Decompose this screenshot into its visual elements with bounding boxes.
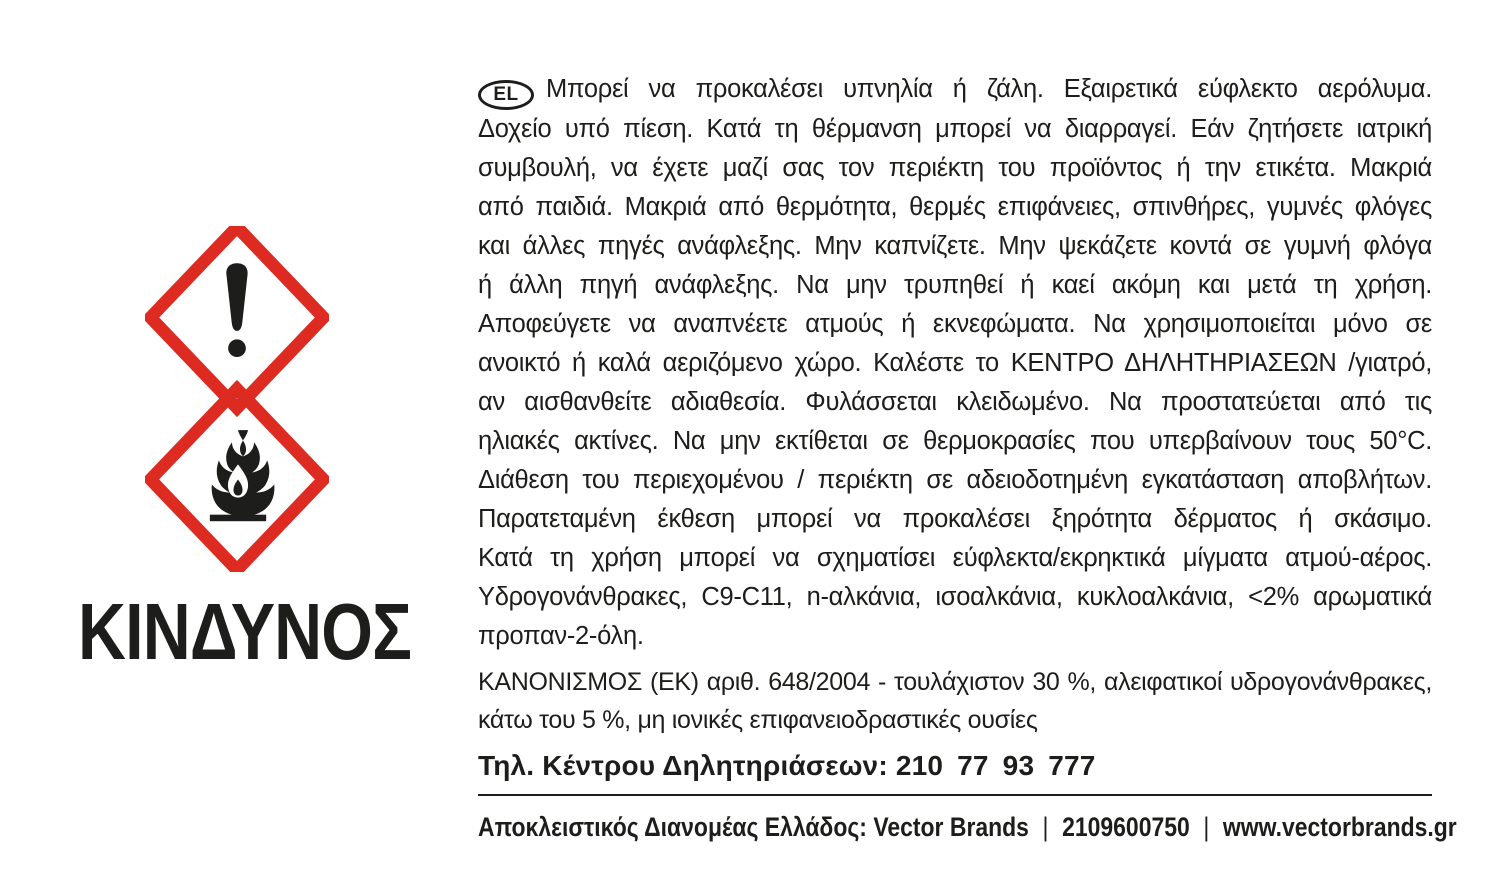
hazard-statement-line: Κατά τη χρήση μπορεί να σχηματίσει εύφλεκτα/εκρηκτικά μίγματα ατμού-αέρος.	[478, 544, 1432, 572]
ghs-pictograms-graphic	[145, 226, 329, 572]
distributor-website: www.vectorbrands.gr	[1222, 812, 1457, 842]
language-code: EL	[493, 84, 519, 105]
hazard-statement-line: αν αισθανθείτε αδιαθεσία. Φυλάσσεται κλειδωμένο. Να προστατεύεται από τις	[478, 388, 1432, 416]
regulation-statement	[478, 663, 1432, 739]
distributor-phone: 2109600750	[1062, 812, 1190, 842]
distributor-label: Αποκλειστικός Διανομέας Ελλάδος:	[478, 812, 867, 842]
footer-divider	[478, 794, 1432, 796]
regulation-line: ΚΑΝΟΝΙΣΜΟΣ (ΕΚ) αριθ. 648/2004 - τουλάχιστον 30 %, αλειφατικοί υδρογονάνθρακες,	[478, 668, 1432, 696]
language-badge	[478, 80, 534, 110]
signal-word: ΚΙΝΔΥΝΟΣ	[78, 587, 412, 676]
hazard-statement-line: από παιδιά. Μακριά από θερμότητα, θερμές επιφάνειες, σπινθήρες, γυμνές φλόγες	[478, 193, 1432, 221]
hazard-statement-line	[478, 70, 1432, 110]
poison-center-phone: 210 77 93 777	[895, 750, 1096, 781]
hazard-statement-line: ηλιακές ακτίνες. Να μην εκτίθεται σε θερμοκρασίες που υπερβαίνουν τους 50°C.	[478, 427, 1432, 455]
distributor-name: Vector Brands	[873, 812, 1029, 842]
hazard-statement-line: ανοικτό ή καλά αεριζόμενο χώρο. Καλέστε το ΚΕΝΤΡΟ ΔΗΛΗΤΗΡΙΑΣΕΩΝ /γιατρό,	[478, 349, 1432, 377]
separator-bar: |	[1203, 812, 1210, 842]
hazard-statement-line: συμβουλή, να έχετε μαζί σας τον περιέκτη του προϊόντος ή την ετικέτα. Μακριά	[478, 154, 1432, 182]
hazard-statement-line: προπαν-2-όλη.	[478, 622, 644, 650]
hazard-statement-line: Παρατεταμένη έκθεση μπορεί να προκαλέσει ξηρότητα δέρματος ή σκάσιμο.	[478, 505, 1432, 533]
hazard-statement-line: ή άλλη πηγή ανάφλεξης. Να μην τρυπηθεί ή καεί ακόμη και μετά τη χρήση.	[478, 271, 1432, 299]
hazard-statement-line: Αποφεύγετε να αναπνέετε ατμούς ή εκνεφώματα. Να χρησιμοποιείται μόνο σε	[478, 310, 1432, 338]
hazard-statement-line: Δοχείο υπό πίεση. Κατά τη θέρμανση μπορεί να διαρραγεί. Εάν ζητήσετε ιατρική	[478, 115, 1432, 143]
regulation-line: κάτω του 5 %, μη ιονικές επιφανειοδραστικές ουσίες	[478, 706, 1038, 734]
label-text-column	[478, 70, 1457, 845]
hazard-statement-line: Διάθεση του περιεχομένου / περιέκτη σε αδειοδοτημένη εγκατάσταση αποβλήτων.	[478, 466, 1432, 494]
hazard-statement-line: και άλλες πηγές ανάφλεξης. Μην καπνίζετε. Μην ψεκάζετε κοντά σε γυμνή φλόγα	[478, 232, 1432, 260]
hazard-pictograms	[145, 226, 329, 572]
separator-bar: |	[1042, 812, 1049, 842]
hazard-statement-line: Υδρογονάνθρακες, C9-C11, n-αλκάνια, ισοαλκάνια, κυκλοαλκάνια, <2% αρωματικά	[478, 583, 1432, 611]
poison-center-label: Τηλ. Κέντρου Δηλητηριάσεων:	[478, 750, 888, 781]
distributor-line	[478, 809, 1457, 845]
poison-center-line	[478, 747, 1432, 785]
hazard-text: Μπορεί να προκαλέσει υπνηλία ή ζάλη. Εξαιρετικά εύφλεκτο αερόλυμα.	[546, 75, 1432, 103]
